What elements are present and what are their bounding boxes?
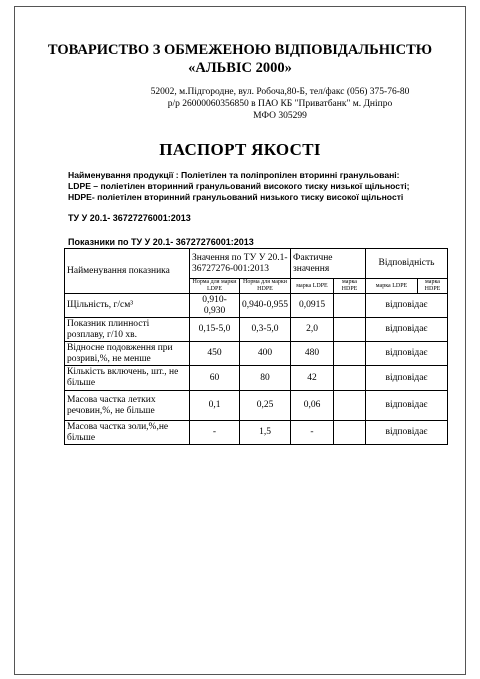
subheader-compliance-hdpe: марка HDPE — [418, 279, 448, 294]
row-actual-hdpe — [334, 318, 366, 342]
table-row — [65, 318, 448, 342]
row-compliance: відповідає — [366, 294, 448, 318]
company-bank: р/р 26000060356850 в ПАО КБ "Приватбанк" м. Дніпро — [167, 99, 393, 109]
row-actual-hdpe — [334, 421, 366, 445]
row-compliance: відповідає — [366, 421, 448, 445]
company-name-line1: ТОВАРИСТВО З ОБМЕЖЕНОЮ ВІДПОВІДАЛЬНІСТЮ — [47, 42, 433, 58]
row-compliance: відповідає — [366, 342, 448, 366]
header-name: Найменування показника — [65, 249, 190, 294]
row-compliance: відповідає — [366, 391, 448, 421]
product-line-ldpe: LDPE – поліетілен вторинний гранульований високого тиску низької щільності; — [68, 181, 410, 191]
subheader-grade-ldpe: марка LDPE — [291, 279, 334, 294]
subheader-grade-hdpe: марка HDPE — [334, 279, 366, 294]
header-tu-values: Значення по ТУ У 20.1- 36727276-001:2013 — [190, 249, 291, 279]
row-actual-ldpe: - — [291, 421, 334, 445]
header-compliance: Відповідність — [366, 249, 448, 279]
subheader-norm-hdpe: Норма для марки HDPE — [240, 279, 291, 294]
row-norm-hdpe: 400 — [240, 342, 291, 366]
row-name: Відносне подовження при розриві,%, не менше — [65, 342, 190, 366]
row-actual-ldpe: 0,06 — [291, 391, 334, 421]
indicators-reference: Показники по ТУ У 20.1- 36727276001:2013 — [68, 237, 254, 247]
table-row — [65, 391, 448, 421]
row-actual-hdpe — [334, 391, 366, 421]
table-header-row — [65, 249, 448, 279]
row-actual-ldpe: 2,0 — [291, 318, 334, 342]
row-norm-ldpe: 0,1 — [190, 391, 240, 421]
row-actual-hdpe — [334, 294, 366, 318]
product-line-hdpe: HDPE- поліетілен вторинний гранульований низького тиску високої щільності — [68, 192, 404, 202]
company-address: 52002, м.Підгородне, вул. Робоча,80-Б, тел/факс (056) 375-76-80 — [150, 87, 410, 97]
company-mfo: МФО 305299 — [253, 111, 307, 121]
row-norm-hdpe: 0,25 — [240, 391, 291, 421]
header-actual: Фактичне значення — [291, 249, 366, 279]
row-norm-ldpe: 450 — [190, 342, 240, 366]
company-name-line2: «АЛЬВІС 2000» — [188, 60, 292, 76]
row-actual-hdpe — [334, 342, 366, 366]
row-actual-hdpe — [334, 366, 366, 391]
row-actual-ldpe: 480 — [291, 342, 334, 366]
product-line-1: Найменування продукції : Поліетілен та поліпропілен вторинні гранульовані: — [68, 170, 400, 180]
table-row — [65, 342, 448, 366]
row-actual-ldpe: 0,0915 — [291, 294, 334, 318]
row-name: Масова частка летких речовин,%, не більше — [65, 391, 190, 421]
tu-reference: ТУ У 20.1- 36727276001:2013 — [68, 213, 191, 223]
row-compliance: відповідає — [366, 366, 448, 391]
row-name: Кількість включень, шт., не більше — [65, 366, 190, 391]
row-norm-ldpe: - — [190, 421, 240, 445]
row-norm-hdpe: 0,3-5,0 — [240, 318, 291, 342]
row-name: Показник плинності розплаву, г/10 хв. — [65, 318, 190, 342]
subheader-norm-ldpe: Норма для марки LDPE — [190, 279, 240, 294]
table-row — [65, 421, 448, 445]
row-norm-hdpe: 0,940-0,955 — [240, 294, 291, 318]
table-row — [65, 294, 448, 318]
subheader-compliance-ldpe: марка LDPE — [366, 279, 418, 294]
row-actual-ldpe: 42 — [291, 366, 334, 391]
quality-table — [64, 248, 448, 445]
row-name: Масова частка золи,%,не більше — [65, 421, 190, 445]
document-title: ПАСПОРТ ЯКОСТІ — [159, 140, 321, 159]
row-norm-ldpe: 0,15-5,0 — [190, 318, 240, 342]
row-norm-hdpe: 80 — [240, 366, 291, 391]
row-norm-hdpe: 1,5 — [240, 421, 291, 445]
row-norm-ldpe: 0,910-0,930 — [190, 294, 240, 318]
row-norm-ldpe: 60 — [190, 366, 240, 391]
row-compliance: відповідає — [366, 318, 448, 342]
table-row — [65, 366, 448, 391]
row-name: Щільність, г/см³ — [65, 294, 190, 318]
